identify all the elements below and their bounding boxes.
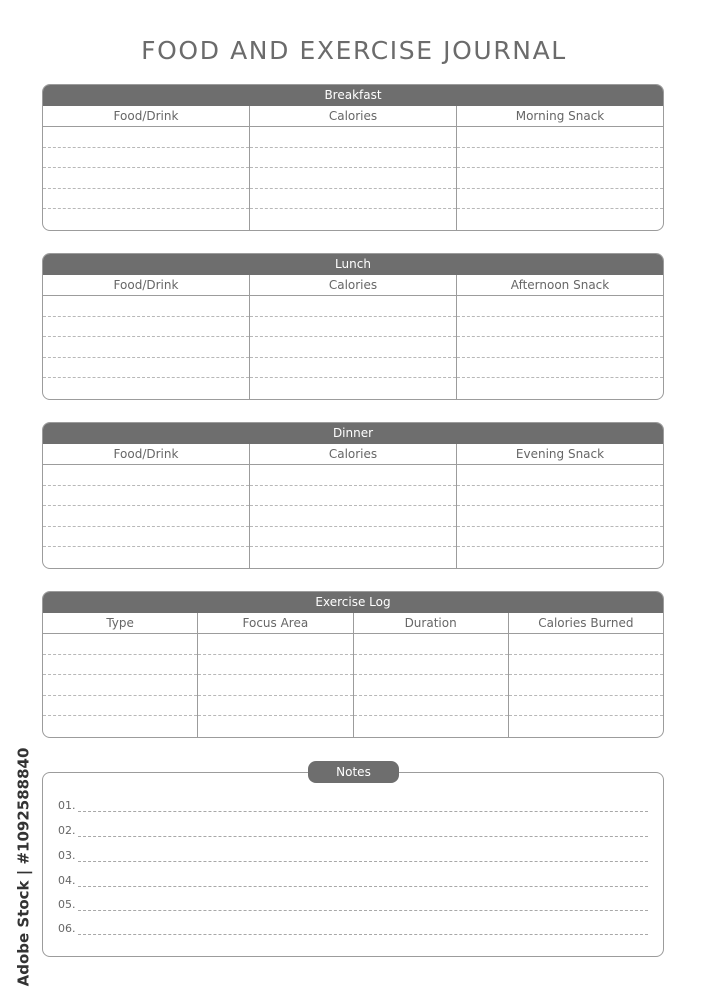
column-header: Food/Drink [113,447,179,461]
notes-label: Notes [308,761,399,783]
section-header: Dinner [43,423,663,444]
column-header: Food/Drink [113,109,179,123]
column-header: Calories [249,106,456,126]
section-header: Exercise Log [43,592,663,613]
exercise-log-section [42,591,664,738]
stock-watermark: Adobe Stock | #1092588840 [14,747,33,987]
note-line[interactable]: 01. [58,796,648,812]
column-header: Focus Area [197,613,352,633]
note-line[interactable]: 02. [58,821,648,837]
column-header: Evening Snack [456,444,663,464]
note-line[interactable]: 04. [58,871,648,887]
column-header: Afternoon Snack [456,275,663,295]
column-header: Calories [249,275,456,295]
section-header: Breakfast [43,85,663,106]
column-header: Type [106,616,134,630]
entry-grid[interactable] [43,465,663,568]
column-header: Calories [249,444,456,464]
column-header: Duration [353,613,508,633]
note-line[interactable]: 06. [58,919,648,935]
entry-grid[interactable] [43,296,663,399]
column-header: Morning Snack [456,106,663,126]
entry-grid[interactable] [43,634,663,737]
breakfast-section [42,84,664,231]
column-header: Food/Drink [113,278,179,292]
section-header: Lunch [43,254,663,275]
note-line[interactable]: 03. [58,846,648,862]
column-header: Calories Burned [508,613,663,633]
page-title: FOOD AND EXERCISE JOURNAL [141,36,567,65]
entry-grid[interactable] [43,127,663,230]
lunch-section [42,253,664,400]
note-line[interactable]: 05. [58,895,648,911]
dinner-section [42,422,664,569]
